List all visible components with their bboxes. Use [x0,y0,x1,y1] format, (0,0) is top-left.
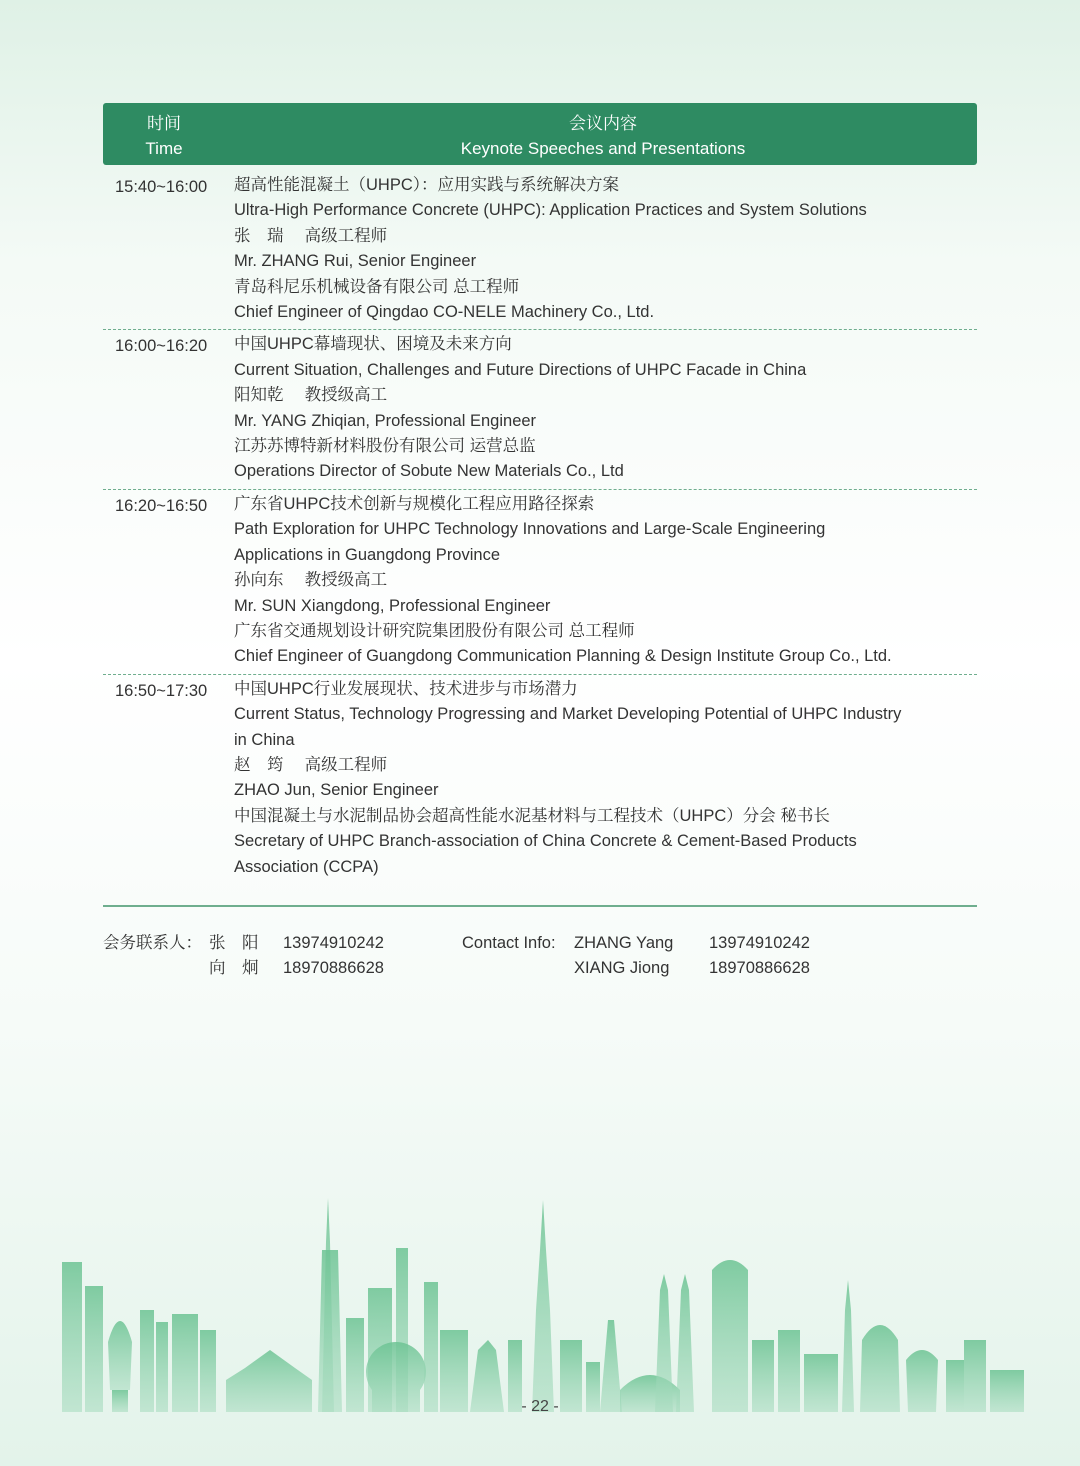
speaker-org-en: Chief Engineer of Guangdong Communication Planning & Design Institute Group Co., Ltd. [234,647,892,666]
session-title-zh: 广东省UHPC技术创新与规模化工程应用路径探索 [234,494,595,513]
header-content-en: Keynote Speeches and Presentations [460,139,746,158]
session-time: 16:20~16:50 [115,496,208,515]
speaker-org-zh: 江苏苏博特新材料股份有限公司 运营总监 [234,437,536,456]
session-row [103,489,977,674]
schedule-header [103,103,977,165]
contact-name: 向 炯 [209,959,259,978]
speaker-org-en: Secretary of UHPC Branch-association of China Concrete & Cement-Based Products [234,832,857,851]
speaker-org-en: Operations Director of Sobute New Materials Co., Ltd [234,462,624,481]
session-title-en-cont: Applications in Guangdong Province [234,545,501,564]
contact-name: 张 阳 [209,934,259,952]
session-details [234,492,977,670]
table-bottom-rule [103,905,977,907]
session-title-en: Path Exploration for UHPC Technology Innovations and Large-Scale Engineering [234,520,826,539]
contact-phone: 18970886628 [709,959,810,978]
contact-name: ZHANG Yang [574,934,674,952]
header-time-column [103,111,225,161]
speaker-name-en: Mr. ZHANG Rui, Senior Engineer [234,252,477,271]
session-title-zh: 中国UHPC幕墙现状、困境及未来方向 [234,335,512,354]
session-title-en: Ultra-High Performance Concrete (UHPC): Application Practices and System Solutions [234,201,867,220]
contact-phones-zh [283,931,384,982]
session-row [103,171,977,329]
session-title-en: Current Situation, Challenges and Future Directions of UHPC Facade in China [234,360,807,379]
session-details [234,677,977,880]
session-details [234,173,977,325]
contact-name: XIANG Jiong [574,959,670,978]
session-time: 16:00~16:20 [115,337,208,356]
session-time: 15:40~16:00 [115,178,208,196]
speaker-org-zh: 广东省交通规划设计研究院集团股份有限公司 总工程师 [234,621,635,640]
city-skyline-illustration [0,1190,1080,1420]
contact-label-en: Contact Info: [462,934,556,952]
session-time: 16:50~17:30 [115,681,208,700]
contact-phone: 18970886628 [283,959,384,978]
schedule-rows [103,171,977,884]
speaker-org-zh: 中国混凝土与水泥制品协会超高性能水泥基材料与工程技术（UHPC）分会 秘书长 [234,806,830,825]
session-row [103,674,977,884]
speaker-name-zh: 孙向东 教授级高工 [234,571,388,590]
speaker-name-zh: 阳知乾 教授级高工 [234,386,388,405]
speaker-name-zh: 赵 筠 高级工程师 [234,755,388,774]
contact-phone: 13974910242 [283,934,384,952]
speaker-org-en: Chief Engineer of Qingdao CO-NELE Machinery Co., Ltd. [234,303,655,322]
session-title-zh: 中国UHPC行业发展现状、技术进步与市场潜力 [234,679,578,698]
speaker-name-en: Mr. SUN Xiangdong, Professional Engineer [234,596,551,615]
header-time-zh: 时间 [147,114,181,133]
speaker-name-en: Mr. YANG Zhiqian, Professional Engineer [234,411,537,430]
contact-phone: 13974910242 [709,934,810,952]
header-content-column [329,111,877,161]
session-details [234,332,977,484]
page-number: - 22 - [521,1398,559,1415]
header-time-en: Time [145,139,183,158]
speaker-org-en-cont: Association (CCPA) [234,857,379,876]
contact-names-zh [209,931,259,982]
contact-names-en [574,931,673,982]
header-content-zh: 会议内容 [569,114,637,133]
session-title-en: Current Status, Technology Progressing and Market Developing Potential of UHPC Industry [234,705,902,724]
contact-label-zh: 会务联系人： [103,934,202,952]
speaker-name-en: ZHAO Jun, Senior Engineer [234,781,439,800]
contact-phones-en [709,931,810,982]
speaker-org-zh: 青岛科尼乐机械设备有限公司 总工程师 [234,277,520,296]
speaker-name-zh: 张 瑞 高级工程师 [234,226,388,245]
session-title-zh: 超高性能混凝土（UHPC）：应用实践与系统解决方案 [234,176,620,194]
session-title-en-cont: in China [234,730,295,749]
session-row [103,329,977,488]
